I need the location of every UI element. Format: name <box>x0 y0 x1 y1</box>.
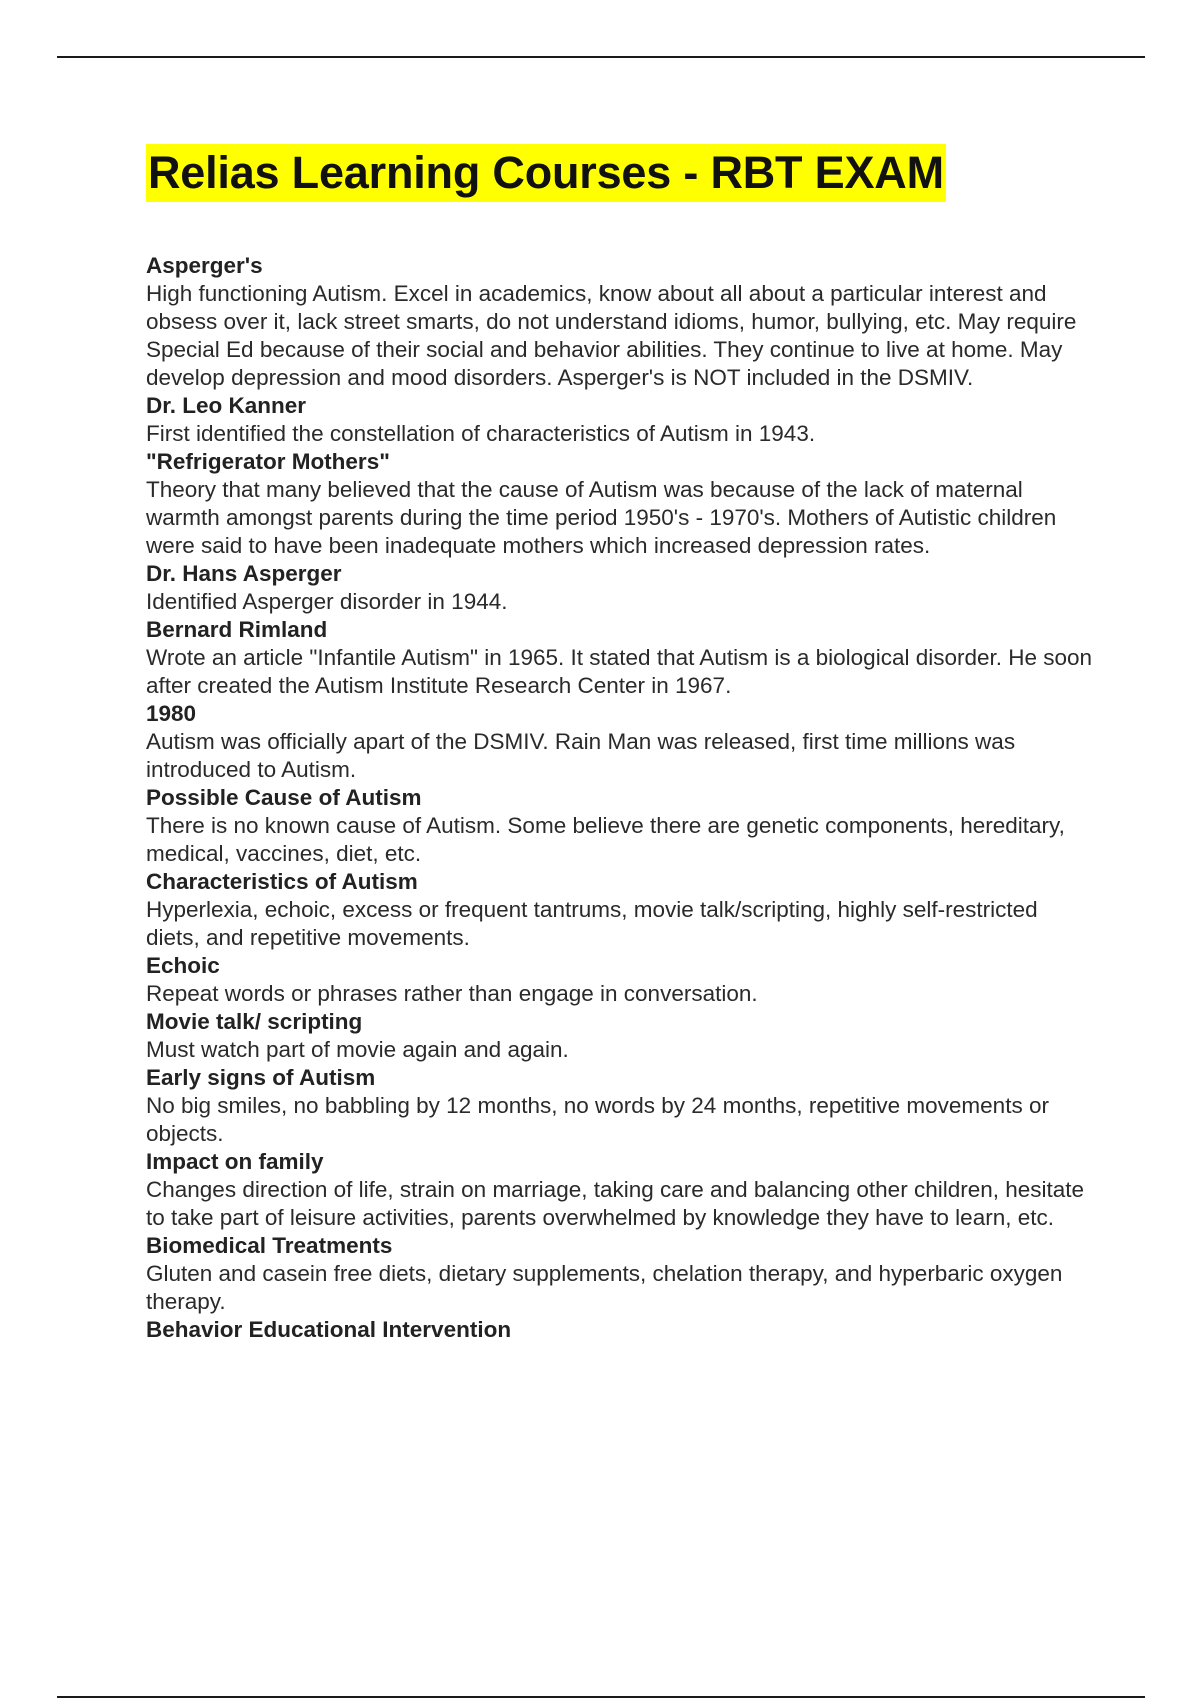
entry-definition: Hyperlexia, echoic, excess or frequent tantrums, movie talk/scripting, highly self-restricted diets, and repetitive movements. <box>146 897 1038 950</box>
entry-definition: Theory that many believed that the cause of Autism was because of the lack of maternal warmth amongst parents during the time period 1950's - 1970's. Mothers of Autistic children were said to have been inadequate mothers which increased depression rates. <box>146 477 1057 558</box>
entry-early-signs <box>146 1064 1096 1148</box>
entry-term: Possible Cause of Autism <box>146 785 422 810</box>
entry-definition: No big smiles, no babbling by 12 months, no words by 24 months, repetitive movements or objects. <box>146 1093 1049 1146</box>
entry-movie-talk <box>146 1008 1096 1064</box>
entry-definition: Wrote an article "Infantile Autism" in 1965. It stated that Autism is a biological disorder. He soon after created the Autism Institute Research Center in 1967. <box>146 645 1093 698</box>
entry-definition: There is no known cause of Autism. Some believe there are genetic components, hereditary, medical, vaccines, diet, etc. <box>146 813 1065 866</box>
entry-term: Behavior Educational Intervention <box>146 1317 512 1342</box>
entry-term: Dr. Hans Asperger <box>146 561 342 586</box>
entry-impact-on-family <box>146 1148 1096 1232</box>
entry-term: Echoic <box>146 953 220 978</box>
entry-leo-kanner <box>146 392 1096 448</box>
entry-echoic <box>146 952 1096 1008</box>
entry-term: Bernard Rimland <box>146 617 328 642</box>
entry-biomedical-treatments <box>146 1232 1096 1316</box>
document-title: Relias Learning Courses - RBT EXAM <box>146 144 946 202</box>
entry-definition: Autism was officially apart of the DSMIV. Rain Man was released, first time millions was introduced to Autism. <box>146 729 1016 782</box>
entry-term: Biomedical Treatments <box>146 1233 393 1258</box>
entry-term: "Refrigerator Mothers" <box>146 449 390 474</box>
entry-list <box>146 252 1096 1344</box>
entry-term: Early signs of Autism <box>146 1065 376 1090</box>
entry-term: Impact on family <box>146 1149 324 1174</box>
entry-refrigerator-mothers <box>146 448 1096 560</box>
top-rule <box>57 56 1145 58</box>
entry-term: Dr. Leo Kanner <box>146 393 307 418</box>
entry-definition: Identified Asperger disorder in 1944. <box>146 589 508 614</box>
entry-characteristics <box>146 868 1096 952</box>
entry-term: Movie talk/ scripting <box>146 1009 363 1034</box>
entry-bernard-rimland <box>146 616 1096 700</box>
bottom-rule <box>57 1696 1145 1698</box>
document-body <box>146 144 1096 1344</box>
entry-term: 1980 <box>146 701 197 726</box>
entry-definition: High functioning Autism. Excel in academics, know about all about a particular interest and obsess over it, lack street smarts, do not understand idioms, humor, bullying, etc. May require Special Ed because of their social and behavior abilities. They continue to live at home. May develop depression and mood disorders. Asperger's is NOT included in the DSMIV. <box>146 281 1077 390</box>
entry-definition: Repeat words or phrases rather than engage in conversation. <box>146 981 758 1006</box>
entry-behavior-educational-intervention <box>146 1316 1096 1344</box>
entry-term: Characteristics of Autism <box>146 869 418 894</box>
entry-definition: First identified the constellation of characteristics of Autism in 1943. <box>146 421 816 446</box>
entry-definition: Must watch part of movie again and again. <box>146 1037 569 1062</box>
entry-1980 <box>146 700 1096 784</box>
entry-definition: Changes direction of life, strain on marriage, taking care and balancing other children, hesitate to take part of leisure activities, parents overwhelmed by knowledge they have to learn, etc. <box>146 1177 1085 1230</box>
entry-aspergers <box>146 252 1096 392</box>
entry-hans-asperger <box>146 560 1096 616</box>
entry-definition: Gluten and casein free diets, dietary supplements, chelation therapy, and hyperbaric oxygen therapy. <box>146 1261 1063 1314</box>
entry-term: Asperger's <box>146 253 263 278</box>
entry-possible-cause <box>146 784 1096 868</box>
